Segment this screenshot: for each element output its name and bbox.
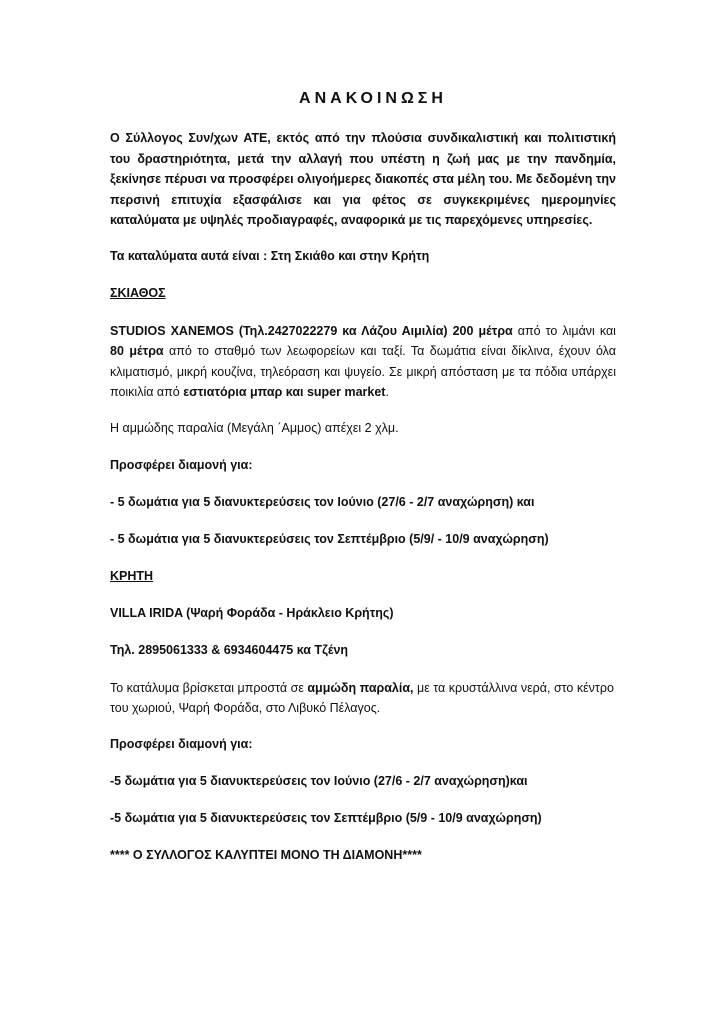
crete-heading: ΚΡΗΤΗ — [110, 568, 154, 583]
crete-desc-beach: αμμώδη παραλία, — [307, 680, 414, 695]
crete-phone: Τηλ. 2895061333 & 6934604475 κα Τζένη — [110, 642, 349, 657]
crete-offers-heading: Προσφέρει διαμονή για: — [110, 736, 253, 751]
distance-port-text: από το λιμάνι και — [517, 323, 616, 338]
skiathos-description — [110, 321, 616, 403]
skiathos-offer-june: - 5 δωμάτια για 5 διανυκτερεύσεις τον Ιούνιο (27/6 - 2/7 αναχώρηση) και — [110, 494, 535, 509]
skiathos-details: από το σταθμό των λεωφορείων και ταξί. Τα δωμάτια είναι δίκλινα, έχουν όλα κλιματισμό, μικρή κουζίνα, τηλεόραση και ψυγείο. Σε μικρή απόσταση με τα πόδια υπάρχει ποικιλία από — [110, 344, 616, 399]
skiathos-beach: Η αμμώδης παραλία (Μεγάλη ΄Αμμος) απέχει 2 χλμ. — [110, 420, 399, 435]
document-title: ΑΝΑΚΟΙΝΩΣΗ — [299, 90, 447, 107]
amenities-end: . — [385, 385, 389, 399]
amenities: εστιατόρια μπαρ και super market — [183, 385, 386, 399]
distance-port: 200 μέτρα — [452, 323, 513, 338]
crete-desc-end: με τα κρυστάλλινα νερά, στο κέντρο του χωριού, Ψαρή Φοράδα, στο Λιβυκό Πέλαγος. — [110, 680, 614, 715]
crete-desc-start: Το κατάλυμα βρίσκεται μπροστά σε — [110, 680, 304, 695]
document-page — [110, 90, 616, 883]
skiathos-heading: ΣΚΙΑΘΟΣ — [110, 285, 166, 300]
skiathos-offers-heading: Προσφέρει διαμονή για: — [110, 457, 253, 472]
intro-paragraph: Ο Σύλλογος Συν/χων ΑΤΕ, εκτός από την πλούσια συνδικαλιστική και πολιτιστική του δραστηριότητα, μετά την αλλαγή που υπέστη η ζωή μας με την πανδημία, ξεκίνησε πέρυσι να προσφέρει ολιγοήμερες διακοπές στα μέλη του. Με δεδομένη την περσινή επιτυχία εξασφάλισε και για φέτος σε συγκεκριμένες ημερομηνίες καταλύματα με υψηλές προδιαγραφές, αναφορικά με τις παρεχόμενες υπηρεσίες. — [110, 131, 616, 227]
crete-offer-june: -5 δωμάτια για 5 διανυκτερεύσεις τον Ιούνιο (27/6 - 2/7 αναχώρηση)και — [110, 773, 528, 788]
studio-name: STUDIOS XANEMOS (Τηλ.2427022279 κα Λάζου Αιμιλία) — [110, 323, 448, 338]
crete-description — [110, 678, 616, 719]
crete-offer-september: -5 δωμάτια για 5 διανυκτερεύσεις τον Σεπτέμβριο (5/9 - 10/9 αναχώρηση) — [110, 810, 542, 825]
footer-note: **** Ο ΣΥΛΛΟΓΟΣ ΚΑΛΥΠΤΕΙ ΜΟΝΟ ΤΗ ΔΙΑΜΟΝΗ**** — [110, 847, 422, 862]
crete-villa: VILLA IRIDA (Ψαρή Φοράδα - Ηράκλειο Κρήτης) — [110, 605, 394, 620]
distance-station: 80 μέτρα — [110, 344, 164, 358]
skiathos-offer-september: - 5 δωμάτια για 5 διανυκτερεύσεις τον Σεπτέμβριο (5/9/ - 10/9 αναχώρηση) — [110, 531, 549, 546]
locations-line: Τα καταλύματα αυτά είναι : Στη Σκιάθο και στην Κρήτη — [110, 248, 430, 263]
